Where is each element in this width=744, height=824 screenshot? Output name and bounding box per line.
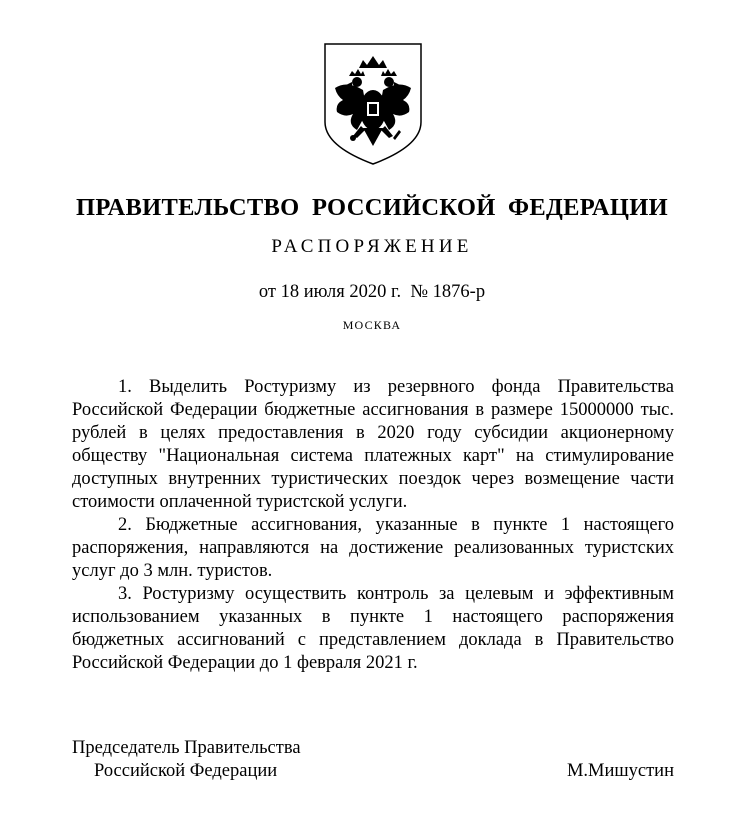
paragraph-3: 3. Ростуризму осуществить контроль за целевым и эффективным использованием указанных в пункте 1 настоящего распоряжения бюджетных ассигнований с представлением доклада в Правительство Российской Федерации до 1 февраля 2021 г. <box>72 584 674 673</box>
signatory-position-line1: Председатель Правительства <box>72 738 301 758</box>
city: МОСКВА <box>342 318 402 332</box>
document-type: РАСПОРЯЖЕНИЕ <box>271 236 473 257</box>
paragraph-2: 2. Бюджетные ассигнования, указанные в пункте 1 настоящего распоряжения, направляются на достижение реализованных туристских услуг до 3 млн. туристов. <box>72 515 674 581</box>
paragraph-1: 1. Выделить Ростуризму из резервного фонда Правительства Российской Федерации бюджетные ассигнования в размере 15000000 тыс. рублей в целях предоставления в 2020 году субсидии акционерному обществу "Национальная система платежных карт" на стимулирование доступных внутренних туристических поездок через возмещение части стоимости оплаченной туристской услуги. <box>72 377 674 512</box>
document-body <box>72 376 674 675</box>
coat-of-arms-icon <box>323 42 423 166</box>
date-and-number: от 18 июля 2020 г. № 1876-р <box>258 282 486 302</box>
signatory-position <box>72 737 301 783</box>
signatory-name: М.Мишустин <box>566 761 674 781</box>
issuer-title: ПРАВИТЕЛЬСТВО РОССИЙСКОЙ ФЕДЕРАЦИИ <box>76 194 668 221</box>
signatory-position-line2: Российской Федерации <box>94 761 278 781</box>
